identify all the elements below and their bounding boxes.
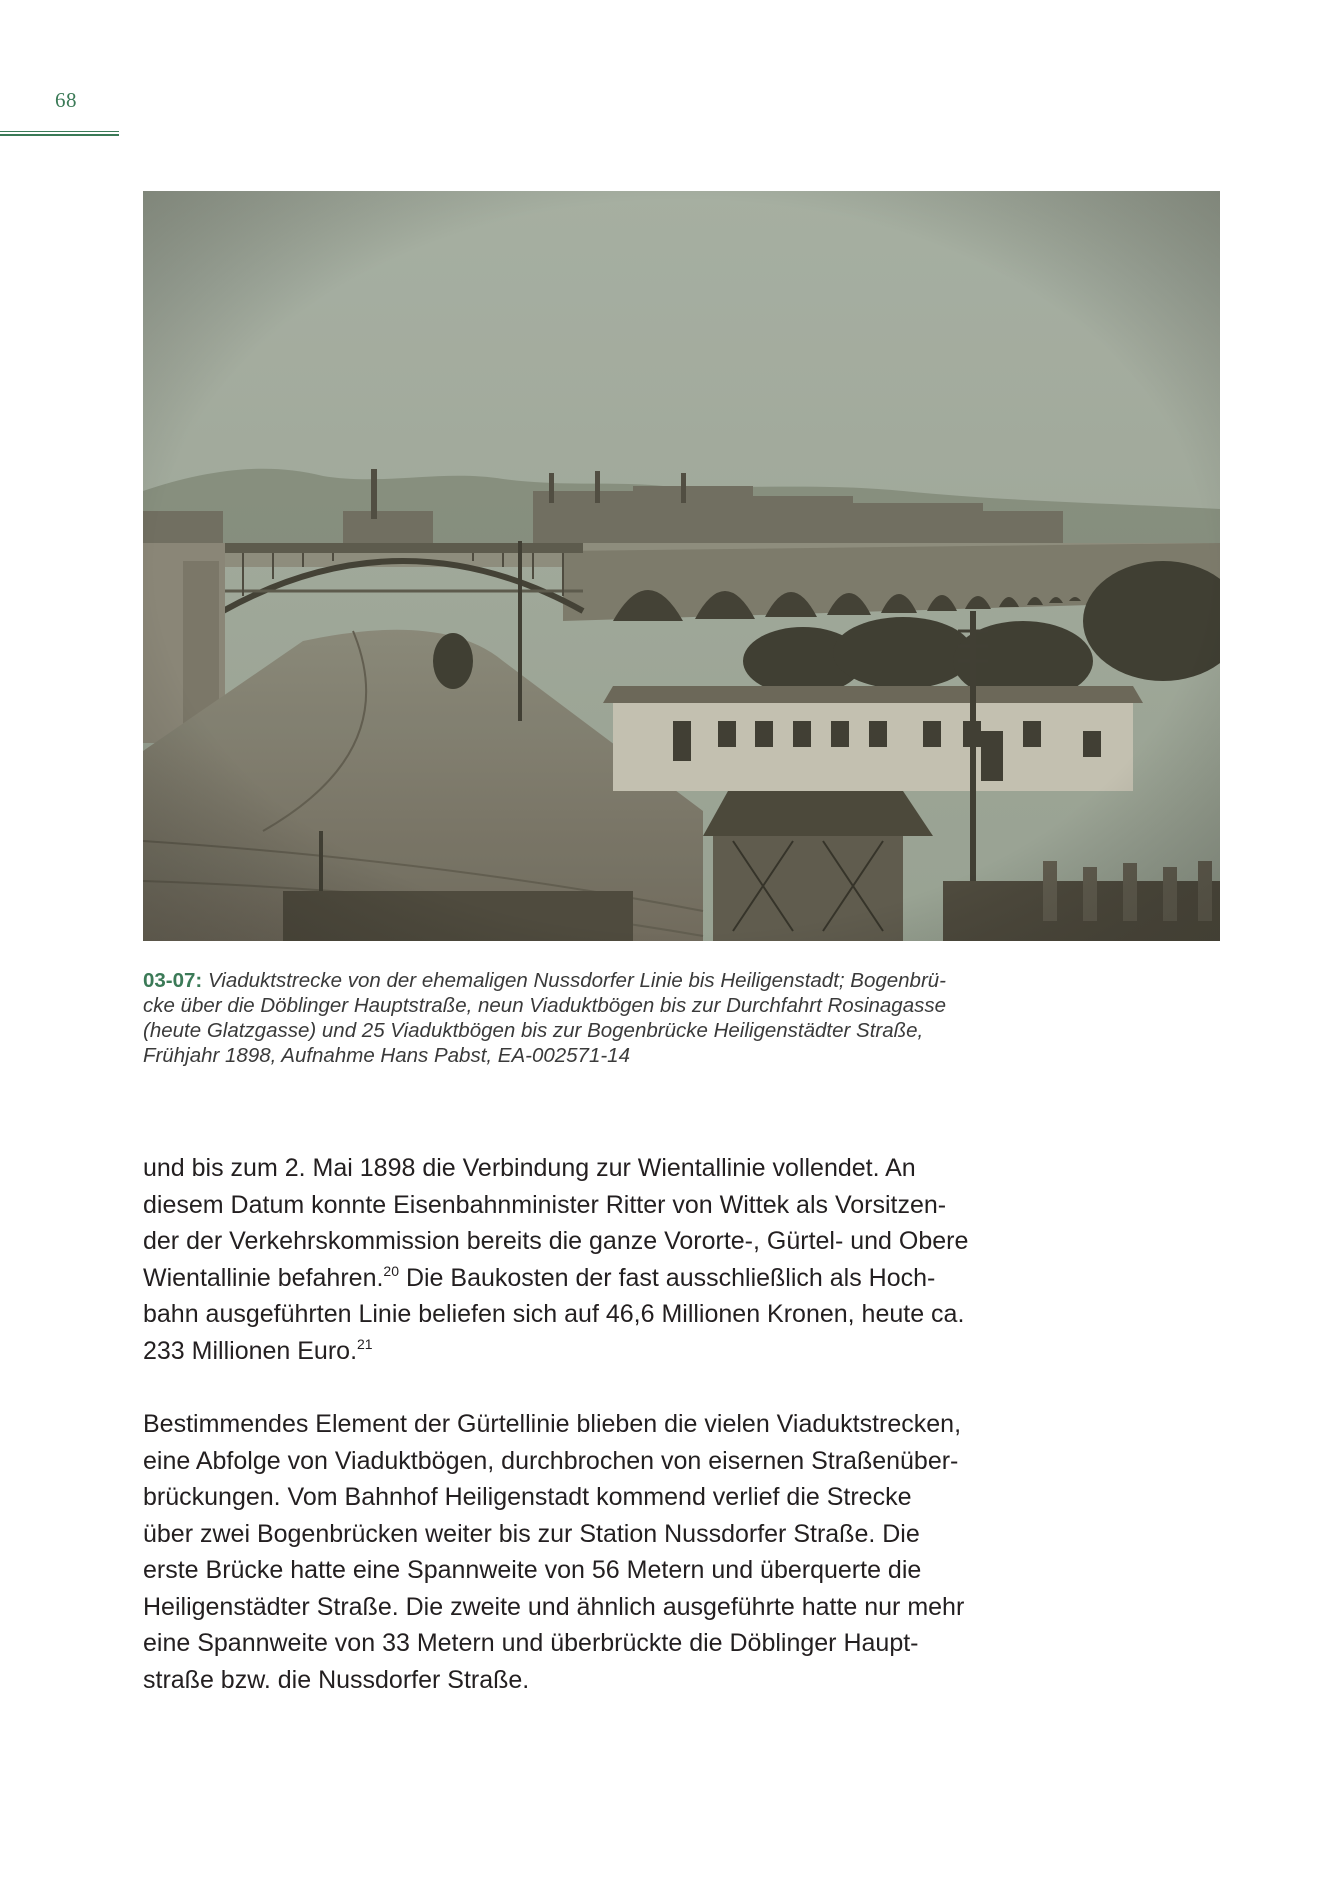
historic-photo-viaduct	[143, 191, 1220, 941]
paragraph-text: Wientallinie befahren.	[143, 1263, 384, 1292]
paragraph-line: brückungen. Vom Bahnhof Heiligenstadt kommend verlief die Strecke	[143, 1483, 912, 1511]
paragraph-line: eine Spannweite von 33 Metern und überbrückte die Döblinger Haupt-	[143, 1629, 919, 1657]
paragraph-line: erste Brücke hatte eine Spannweite von 56 Metern und überquerte die	[143, 1556, 922, 1584]
paragraph-line	[143, 1333, 1073, 1370]
caption-line-2: cke über die Döblinger Hauptstraße, neun Viaduktbögen bis zur Durchfahrt Rosinagasse	[143, 994, 947, 1017]
paragraph-line: Bestimmendes Element der Gürtellinie blieben die vielen Viaduktstrecken,	[143, 1410, 962, 1438]
paragraph-text: 233 Millionen Euro.	[143, 1336, 358, 1365]
paragraph-line: Heiligenstädter Straße. Die zweite und ähnlich ausgeführte hatte nur mehr	[143, 1592, 965, 1621]
caption-line-4: Frühjahr 1898, Aufnahme Hans Pabst, EA-002571-14	[143, 1044, 630, 1067]
paragraph-line: der der Verkehrskommission bereits die ganze Vororte-, Gürtel- und Obere	[143, 1227, 969, 1255]
header-rule	[0, 131, 119, 136]
caption-text-1: Viaduktstrecke von der ehemaligen Nussdorfer Linie bis Heiligenstadt; Bogenbrü-	[207, 969, 947, 992]
paragraph-line	[143, 1260, 1073, 1297]
paragraph-line: straße bzw. die Nussdorfer Straße.	[143, 1665, 530, 1694]
paragraph-line: bahn ausgeführten Linie beliefen sich auf 46,6 Millionen Kronen, heute ca.	[143, 1300, 965, 1328]
paragraph-line: und bis zum 2. Mai 1898 die Verbindung zur Wientallinie vollendet. An	[143, 1154, 916, 1182]
paragraph-line: über zwei Bogenbrücken weiter bis zur Station Nussdorfer Straße. Die	[143, 1519, 920, 1548]
body-paragraph-1	[143, 1150, 1073, 1369]
footnote-ref-20[interactable]: 20	[383, 1262, 399, 1279]
caption-line-3: (heute Glatzgasse) und 25 Viaduktbögen bis zur Bogenbrücke Heiligenstädter Straße,	[143, 1019, 924, 1042]
paragraph-line: diesem Datum konnte Eisenbahnminister Ritter von Wittek als Vorsitzen-	[143, 1190, 947, 1219]
caption-id: 03-07:	[143, 969, 203, 992]
paragraph-line: eine Abfolge von Viaduktbögen, durchbrochen von eisernen Straßenüber-	[143, 1446, 959, 1475]
paragraph-text: Die Baukosten der fast ausschließlich als Hoch-	[399, 1263, 936, 1292]
body-paragraph-2	[143, 1406, 1073, 1698]
caption-line-1	[143, 968, 1043, 993]
footnote-ref-21[interactable]: 21	[357, 1335, 373, 1352]
page-number: 68	[55, 88, 77, 112]
figure-caption	[143, 968, 1043, 1068]
